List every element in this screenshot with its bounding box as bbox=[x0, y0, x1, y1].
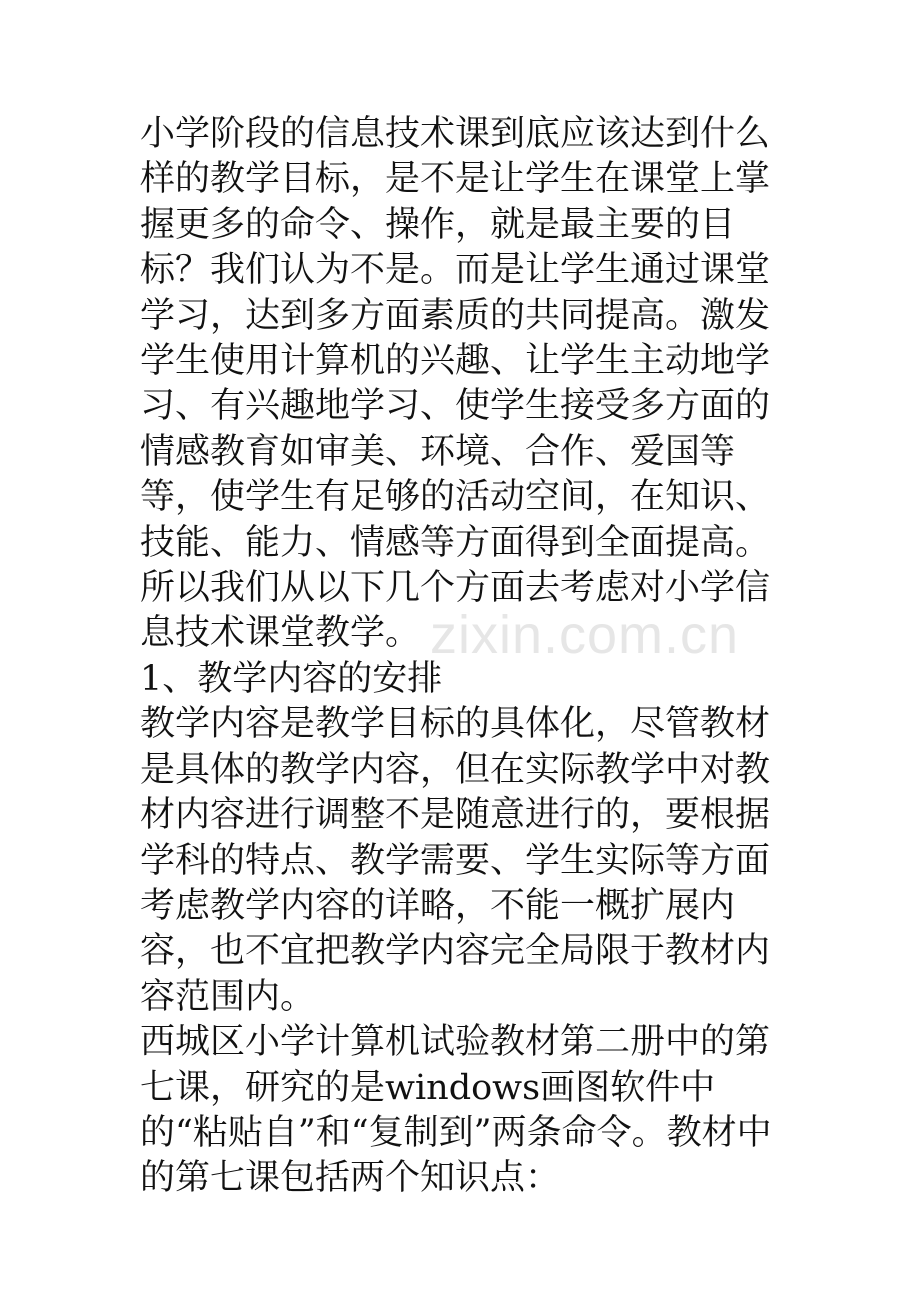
watermark: zixin.com.cn bbox=[430, 605, 740, 665]
document-body bbox=[140, 112, 800, 1202]
paragraph-teaching-content: 教学内容是教学目标的具体化，尽管教材是具体的教学内容，但在实际教学中对教材内容进行调整不是随意进行的，要根据学科的特点、教学需要、学生实际等方面考虑教学内容的详略，不能一概扩展内容，也不宜把教学内容完全局限于教材内容范围内。 bbox=[140, 704, 771, 1017]
paragraph-intro: 小学阶段的信息技术课到底应该达到什么样的教学目标，是不是让学生在课堂上掌握更多的命令、操作，就是最主要的目标？我们认为不是。而是让学生通过课堂学习，达到多方面素质的共同提高。激发学生使用计算机的兴趣、让学生主动地学习、有兴趣地学习、使学生接受多方面的情感教育如审美、环境、合作、爱国等等，使学生有足够的活动空间，在知识、技能、能力、情感等方面得到全面提高。所以我们从以下几个方面去考虑对小学信息技术课堂教学。 bbox=[140, 114, 771, 654]
paragraph-example-lesson: 西城区小学计算机试验教材第二册中的第七课，研究的是windows画图软件中的“粘贴自”和“复制到”两条命令。教材中的第七课包括两个知识点： bbox=[140, 1022, 772, 1199]
section-heading: 1、教学内容的安排 bbox=[140, 658, 443, 699]
